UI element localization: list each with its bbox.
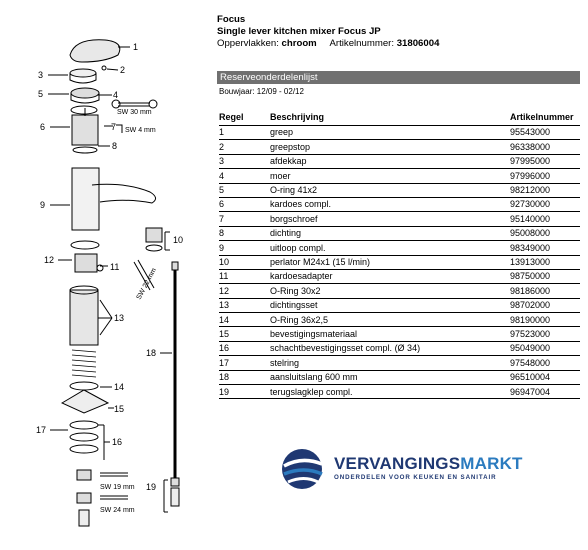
cell-beschrijving: kardoesadapter [270, 269, 510, 283]
cell-regel: 16 [219, 341, 270, 355]
section-banner: Reserveonderdelenlijst [217, 71, 580, 84]
col-header-artikelnummer: Artikelnummer [510, 110, 580, 126]
wrench-label-sw30: SW 30 mm [117, 109, 152, 116]
label-13: 13 [114, 313, 125, 323]
product-meta [217, 38, 577, 50]
wrench-label-sw22: SW 22 mm [135, 267, 159, 301]
cell-regel: 1 [219, 126, 270, 140]
table-header-row [219, 110, 580, 126]
table-row [219, 356, 580, 370]
cell-regel: 10 [219, 255, 270, 269]
wrench-label-sw19: SW 19 mm [100, 484, 135, 491]
surface-label: Oppervlakken: [217, 38, 279, 49]
table-row [219, 197, 580, 211]
label-17: 17 [36, 425, 47, 435]
label-2: 2 [120, 65, 126, 75]
wrench-label-sw24: SW 24 mm [100, 507, 135, 514]
wrench-label-sw4: SW 4 mm [125, 127, 156, 134]
table-row [219, 341, 580, 355]
cell-beschrijving: greep [270, 126, 510, 140]
label-10: 10 [173, 235, 184, 245]
cell-artikelnummer: 98190000 [510, 313, 580, 327]
part-handle [70, 40, 120, 62]
label-11: 11 [110, 262, 120, 272]
label-15: 15 [114, 404, 125, 414]
table-row [219, 241, 580, 255]
cell-beschrijving: O-Ring 30x2 [270, 284, 510, 298]
cell-regel: 11 [219, 269, 270, 283]
cell-beschrijving: uitloop compl. [270, 241, 510, 255]
label-1: 1 [133, 42, 139, 52]
cell-artikelnummer: 97548000 [510, 356, 580, 370]
cell-artikelnummer: 98702000 [510, 298, 580, 312]
table-row [219, 169, 580, 183]
table-row [219, 385, 580, 399]
cell-regel: 19 [219, 385, 270, 399]
cell-beschrijving: perlator M24x1 (15 l/min) [270, 255, 510, 269]
cell-artikelnummer: 98349000 [510, 241, 580, 255]
label-5: 5 [38, 89, 44, 99]
logo-brand-text: VERVANGINGSMARKT [334, 454, 523, 473]
surface-value: chroom [281, 38, 317, 49]
col-header-beschrijving: Beschrijving [270, 110, 510, 126]
cell-regel: 9 [219, 241, 270, 255]
cell-regel: 17 [219, 356, 270, 370]
cell-artikelnummer: 95049000 [510, 341, 580, 355]
label-18: 18 [146, 348, 157, 358]
label-19: 19 [146, 482, 157, 492]
cell-artikelnummer: 95008000 [510, 226, 580, 240]
cell-artikelnummer: 96510004 [510, 370, 580, 384]
cell-beschrijving: moer [270, 169, 510, 183]
label-8: 8 [112, 141, 118, 151]
cell-artikelnummer: 95543000 [510, 126, 580, 140]
label-6: 6 [40, 122, 46, 132]
cell-regel: 5 [219, 183, 270, 197]
cell-artikelnummer: 98186000 [510, 284, 580, 298]
brand-name: Focus [217, 14, 246, 25]
cell-artikelnummer: 96947004 [510, 385, 580, 399]
vervangingsmarkt-logo [278, 444, 523, 494]
logo-globe-icon [278, 444, 330, 494]
table-row [219, 284, 580, 298]
cell-beschrijving: O-Ring 36x2,5 [270, 313, 510, 327]
cell-artikelnummer: 95140000 [510, 212, 580, 226]
product-name: Single lever kitchen mixer Focus JP [217, 26, 381, 37]
cell-artikelnummer: 96338000 [510, 140, 580, 154]
product-header [217, 14, 577, 50]
cell-regel: 15 [219, 327, 270, 341]
logo-tagline: ONDERDELEN VOOR KEUKEN EN SANITAIR [334, 474, 497, 481]
article-label: Artikelnummer: [329, 38, 395, 49]
cell-artikelnummer: 97523000 [510, 327, 580, 341]
label-16: 16 [112, 437, 123, 447]
cell-regel: 8 [219, 226, 270, 240]
table-row [219, 126, 580, 140]
table-row [219, 313, 580, 327]
table-row [219, 327, 580, 341]
cell-beschrijving: kardoes compl. [270, 197, 510, 211]
cell-artikelnummer: 13913000 [510, 255, 580, 269]
label-9: 9 [40, 200, 46, 210]
cell-regel: 12 [219, 284, 270, 298]
cell-regel: 6 [219, 197, 270, 211]
table-row [219, 212, 580, 226]
cell-regel: 3 [219, 154, 270, 168]
table-row [219, 255, 580, 269]
cell-artikelnummer: 97995000 [510, 154, 580, 168]
article-value: 31806004 [396, 38, 440, 49]
cell-artikelnummer: 92730000 [510, 197, 580, 211]
cell-beschrijving: afdekkap [270, 154, 510, 168]
label-12: 12 [44, 255, 55, 265]
table-row [219, 154, 580, 168]
table-row [219, 226, 580, 240]
cell-beschrijving: dichting [270, 226, 510, 240]
cell-beschrijving: terugslagklep compl. [270, 385, 510, 399]
label-7: 7 [111, 122, 117, 132]
label-4: 4 [113, 90, 119, 100]
cell-beschrijving: greepstop [270, 140, 510, 154]
cell-regel: 13 [219, 298, 270, 312]
exploded-parts-diagram [0, 0, 215, 550]
label-3: 3 [38, 70, 44, 80]
table-row [219, 298, 580, 312]
cell-artikelnummer: 98750000 [510, 269, 580, 283]
table-row [219, 370, 580, 384]
cell-beschrijving: stelring [270, 356, 510, 370]
cell-regel: 7 [219, 212, 270, 226]
cell-beschrijving: dichtingsset [270, 298, 510, 312]
cell-beschrijving: borgschroef [270, 212, 510, 226]
build-year: Bouwjaar: 12/09 - 02/12 [219, 87, 304, 96]
cell-beschrijving: bevestigingsmateriaal [270, 327, 510, 341]
cell-regel: 2 [219, 140, 270, 154]
cell-regel: 4 [219, 169, 270, 183]
cell-regel: 14 [219, 313, 270, 327]
table-row [219, 183, 580, 197]
table-row [219, 140, 580, 154]
table-row [219, 269, 580, 283]
col-header-regel: Regel [219, 110, 270, 126]
cell-beschrijving: schachtbevestigingsset compl. (Ø 34) [270, 341, 510, 355]
cell-beschrijving: aansluitslang 600 mm [270, 370, 510, 384]
label-14: 14 [114, 382, 125, 392]
parts-table [219, 110, 580, 399]
cell-regel: 18 [219, 370, 270, 384]
cell-beschrijving: O-ring 41x2 [270, 183, 510, 197]
cell-artikelnummer: 98212000 [510, 183, 580, 197]
cell-artikelnummer: 97996000 [510, 169, 580, 183]
